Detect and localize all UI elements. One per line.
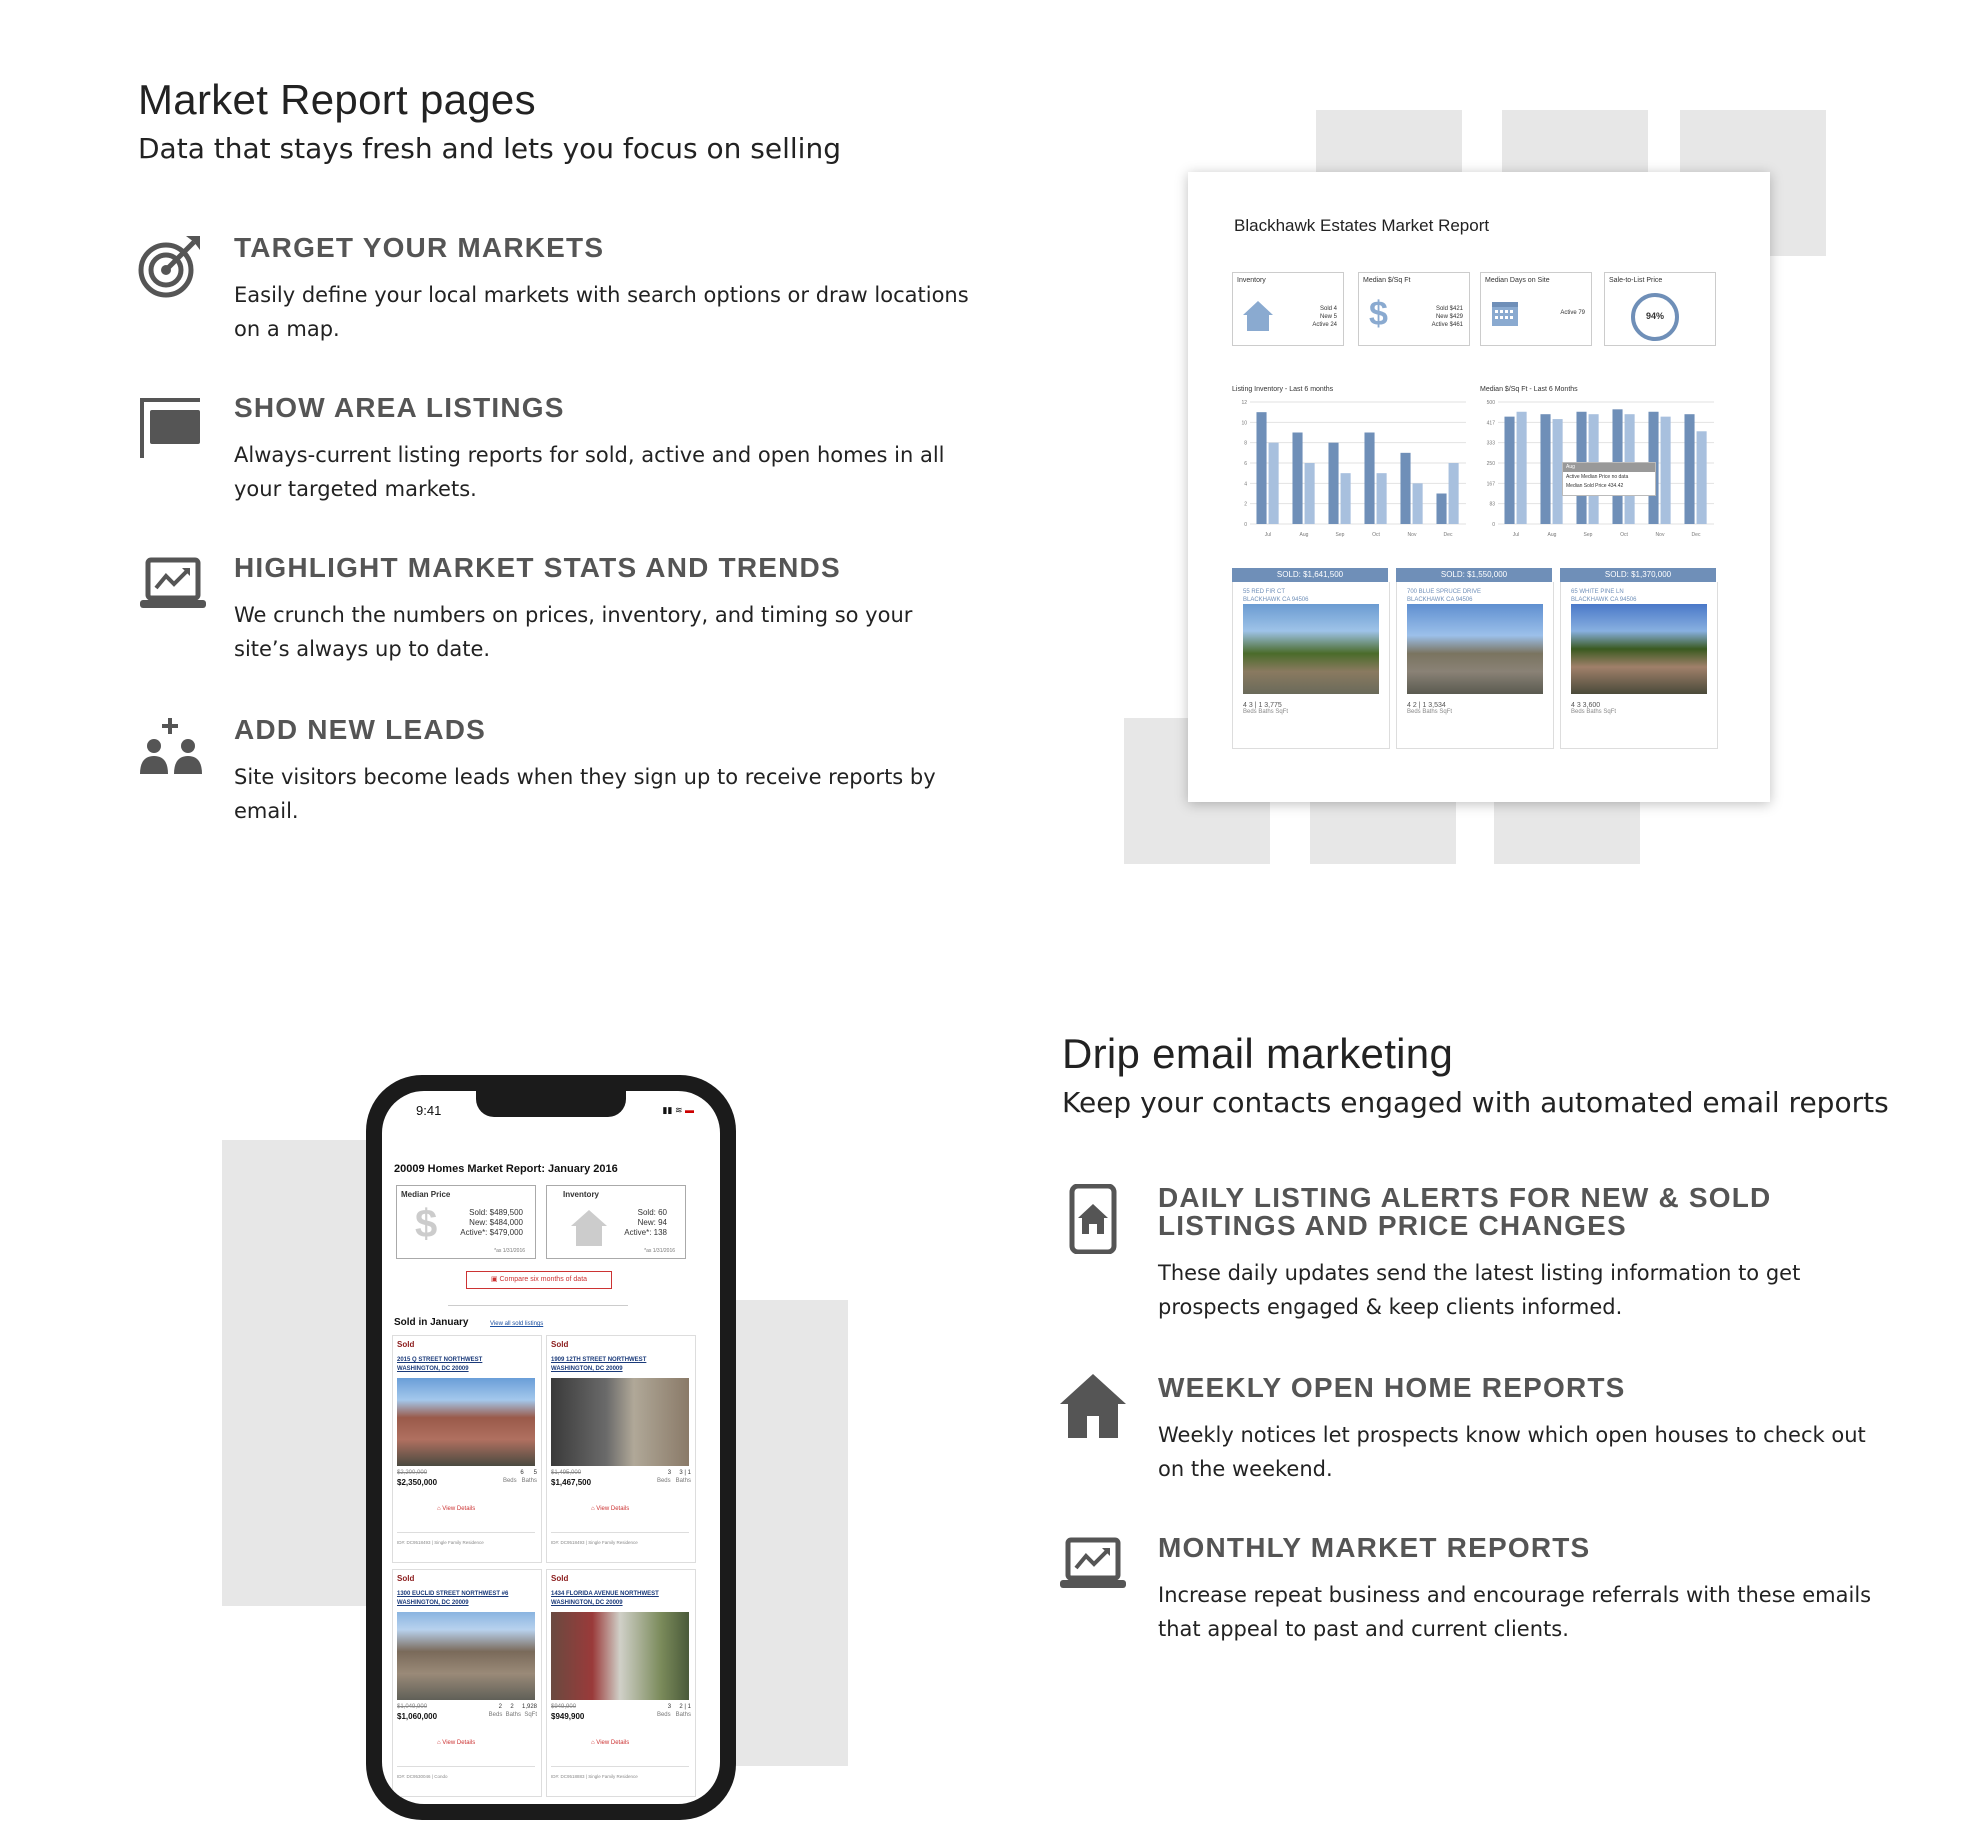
view-details-link[interactable]: ⌂ View Details xyxy=(437,1506,476,1512)
feature-desc: These daily updates send the latest listing information to get prospects engaged & keep clients informed. xyxy=(1158,1261,1801,1319)
house-icon xyxy=(569,1208,609,1248)
feature-title: WEEKLY OPEN HOME REPORTS xyxy=(1158,1372,1626,1403)
listing-specs: 4 3 3,600 Beds Baths SqFt xyxy=(1571,702,1617,715)
listing-spec-units: Beds Baths xyxy=(502,1478,537,1484)
inventory-bar-chart xyxy=(1232,396,1472,540)
feature-title: ADD NEW LEADS xyxy=(234,714,487,745)
listing-photo[interactable] xyxy=(1407,604,1543,694)
chart-label: Median $/Sq Ft - Last 6 Months xyxy=(1480,386,1578,393)
tooltip-row: Median Sold Price 434.42 xyxy=(1566,483,1624,489)
feature-title: TARGET YOUR MARKETS xyxy=(234,232,605,263)
stat-value: Sold: 60 New: 94 Active*: 138 xyxy=(624,1208,667,1237)
feature-desc: We crunch the numbers on prices, inventory, and timing so your site’s always up to date. xyxy=(234,603,913,661)
x-tick-label: Aug xyxy=(1299,532,1309,538)
home-icon: ⌂ xyxy=(591,1740,597,1746)
drip-subtitle: Keep your contacts engaged with automated email reports xyxy=(1062,1086,1889,1119)
target-icon xyxy=(136,232,206,302)
calendar-icon xyxy=(1491,299,1519,327)
listing-address[interactable]: 55 RED FIR CT BLACKHAWK CA 94506 xyxy=(1243,589,1309,603)
y-tick-label: 500 xyxy=(1486,400,1495,406)
bar xyxy=(1256,412,1266,524)
laptop-chart-icon xyxy=(1058,1534,1128,1604)
x-tick-label: Aug xyxy=(1547,532,1557,538)
view-details-link[interactable]: ⌂ View Details xyxy=(437,1740,476,1746)
listing-specs: 6 5 xyxy=(520,1470,537,1476)
x-tick-label: Oct xyxy=(1620,532,1628,538)
listing-id: ID#: DC9530046 | Condo xyxy=(397,1774,448,1779)
stat-median-sqft xyxy=(1358,272,1470,346)
view-details-link[interactable]: ⌂ View Details xyxy=(591,1740,630,1746)
listing-specs: 3 2 | 1 xyxy=(667,1704,691,1710)
y-tick-label: 12 xyxy=(1241,400,1247,406)
bar xyxy=(1305,463,1315,524)
sold-listing-card[interactable] xyxy=(1396,582,1554,749)
stat-label: Median Price xyxy=(401,1190,451,1199)
listing-address[interactable]: 1434 FLORIDA AVENUE NORTHWEST WASHINGTON, DC 20009 xyxy=(551,1591,659,1606)
bar xyxy=(1400,453,1410,524)
stat-label: Median $/Sq Ft xyxy=(1363,277,1411,284)
view-details-link[interactable]: ⌂ View Details xyxy=(591,1506,630,1512)
bar xyxy=(1269,443,1279,524)
listing-id: ID#: DC9518883 | Single Family Residence xyxy=(551,1774,638,1779)
sold-listing-card[interactable] xyxy=(1232,582,1390,749)
original-price: $2,200,000 xyxy=(397,1470,428,1476)
stat-value: Sold: $489,500 New: $484,000 Active*: $479,000 xyxy=(460,1208,523,1237)
original-price: $1,495,000 xyxy=(551,1470,582,1476)
phone-screen xyxy=(382,1091,720,1804)
feature-desc: Easily define your local markets with search options or draw locations on a map. xyxy=(234,283,969,341)
add-people-icon xyxy=(138,716,208,786)
bar xyxy=(1413,483,1423,524)
x-tick-label: Jul xyxy=(1264,532,1272,538)
sold-badge: Sold xyxy=(551,1340,569,1349)
feature-title: MONTHLY MARKET REPORTS xyxy=(1158,1532,1591,1563)
stat-label: Median Days on Site xyxy=(1485,277,1550,284)
listing-id: ID#: DC9518493 | Single Family Residence xyxy=(551,1540,638,1545)
chart-icon: ▣ xyxy=(490,1276,500,1283)
bar xyxy=(1684,414,1694,524)
y-tick-label: 10 xyxy=(1241,420,1247,427)
listing-photo[interactable] xyxy=(1243,604,1379,694)
feature-desc: Always-current listing reports for sold, active and open homes in all your targeted markets. xyxy=(234,443,945,501)
median-price-stat xyxy=(396,1185,536,1259)
view-all-sold-link[interactable]: View all sold listings xyxy=(490,1321,544,1327)
phone-notch xyxy=(476,1091,626,1117)
bar xyxy=(1341,473,1351,524)
y-tick-label: 417 xyxy=(1486,420,1495,427)
bar xyxy=(1540,414,1550,524)
listing-spec-units: Beds Baths SqFt xyxy=(488,1712,537,1718)
divider xyxy=(551,1532,689,1533)
tooltip-title: Aug xyxy=(1563,463,1655,472)
listing-id: ID#: DC9518493 | Single Family Residence xyxy=(397,1540,484,1545)
bar xyxy=(1449,463,1459,524)
home-icon: ⌂ xyxy=(591,1506,597,1512)
sold-price-header: SOLD: $1,641,500 xyxy=(1232,568,1388,582)
tooltip-row: Active Median Price no data xyxy=(1566,474,1629,480)
y-tick-label: 167 xyxy=(1486,481,1495,488)
bar xyxy=(1377,473,1387,524)
divider xyxy=(551,1766,689,1767)
listing-specs: 3 3 | 1 xyxy=(667,1470,691,1476)
bar xyxy=(1697,431,1707,524)
listing-address[interactable]: 2015 Q STREET NORTHWEST WASHINGTON, DC 20009 xyxy=(397,1357,483,1372)
original-price: $1,049,900 xyxy=(397,1704,428,1710)
listing-address[interactable]: 65 WHITE PINE LN BLACKHAWK CA 94506 xyxy=(1571,589,1637,603)
listing-specs: 2 2 1,928 xyxy=(498,1704,537,1710)
report-title: Blackhawk Estates Market Report xyxy=(1234,216,1490,235)
status-icons: ▮▮ ≋ ▬ xyxy=(662,1105,694,1115)
sold-heading: Sold in January xyxy=(394,1317,469,1328)
listing-card[interactable] xyxy=(546,1569,696,1797)
phone-home-icon xyxy=(1058,1184,1128,1254)
listing-card[interactable] xyxy=(546,1335,696,1563)
sold-badge: Sold xyxy=(397,1340,415,1349)
stat-inventory xyxy=(1232,272,1344,346)
stat-label: Inventory xyxy=(1237,277,1266,284)
listing-address[interactable]: 1909 12TH STREET NORTHWEST WASHINGTON, DC 20009 xyxy=(551,1357,647,1372)
original-price: $949,900 xyxy=(551,1704,577,1710)
sold-price-header: SOLD: $1,550,000 xyxy=(1396,568,1552,582)
sold-listing-card[interactable] xyxy=(1560,582,1718,749)
listing-spec-units: Beds Baths xyxy=(656,1712,691,1718)
stat-date: *as 1/31/2016 xyxy=(644,1248,675,1254)
divider xyxy=(397,1766,535,1767)
stat-label: Inventory xyxy=(563,1190,600,1199)
y-tick-label: 8 xyxy=(1244,440,1247,447)
inventory-stat xyxy=(546,1185,686,1259)
market-report-subtitle: Data that stays fresh and lets you focus on selling xyxy=(138,132,841,165)
bar xyxy=(1328,443,1338,524)
bar xyxy=(1364,433,1374,525)
sold-price: $949,900 xyxy=(551,1712,585,1721)
sign-icon xyxy=(138,396,208,466)
phone-email-preview xyxy=(366,1075,736,1820)
listing-specs: 4 3 | 1 3,775 Beds Baths SqFt xyxy=(1243,702,1289,715)
y-tick-label: 4 xyxy=(1244,481,1247,488)
bar xyxy=(1292,433,1302,525)
market-report-preview xyxy=(1188,172,1770,802)
x-tick-label: Nov xyxy=(1407,532,1417,538)
listing-address[interactable]: 700 BLUE SPRUCE DRIVE BLACKHAWK CA 94506 xyxy=(1407,589,1482,603)
dollar-icon: $ xyxy=(1369,295,1388,333)
sold-price-header: SOLD: $1,370,000 xyxy=(1560,568,1716,582)
y-tick-label: 6 xyxy=(1244,461,1247,467)
x-tick-label: Dec xyxy=(1691,532,1701,538)
dollar-icon: $ xyxy=(415,1202,438,1246)
compare-data-button[interactable]: ▣ Compare six months of data xyxy=(466,1271,612,1289)
stat-value: 94% xyxy=(1645,311,1664,321)
stat-days-on-site xyxy=(1480,272,1592,346)
stat-value: Active 79 xyxy=(1560,310,1585,316)
email-title: 20009 Homes Market Report: January 2016 xyxy=(394,1163,618,1175)
listing-card[interactable] xyxy=(392,1335,542,1563)
bar xyxy=(1436,494,1446,525)
y-tick-label: 0 xyxy=(1244,522,1247,528)
feature-title: DAILY LISTING ALERTS FOR NEW & SOLD LISTINGS AND PRICE CHANGES xyxy=(1158,1182,1772,1241)
sold-badge: Sold xyxy=(551,1574,569,1583)
y-tick-label: 83 xyxy=(1489,501,1495,508)
stat-sale-to-list xyxy=(1604,272,1716,346)
listing-spec-units: Beds Baths xyxy=(656,1478,691,1484)
feature-title: SHOW AREA LISTINGS xyxy=(234,392,565,423)
laptop-chart-icon xyxy=(138,554,208,624)
chart-label: Listing Inventory - Last 6 months xyxy=(1232,386,1334,393)
listing-address[interactable]: 1300 EUCLID STREET NORTHWEST #6 WASHINGTON, DC 20009 xyxy=(397,1591,509,1606)
market-report-title: Market Report pages xyxy=(138,76,536,123)
bar xyxy=(1517,412,1527,524)
stat-value: Sold $421 New $429 Active $461 xyxy=(1431,306,1463,328)
y-tick-label: 0 xyxy=(1492,522,1495,528)
y-tick-label: 2 xyxy=(1244,501,1247,508)
listing-photo[interactable] xyxy=(397,1378,535,1466)
chart-tooltip xyxy=(1562,462,1656,496)
drip-title: Drip email marketing xyxy=(1062,1030,1454,1077)
x-tick-label: Sep xyxy=(1335,532,1345,538)
bar xyxy=(1661,417,1671,524)
listing-photo[interactable] xyxy=(1571,604,1707,694)
x-tick-label: Jul xyxy=(1512,532,1520,538)
house-icon xyxy=(1241,299,1275,333)
listing-photo[interactable] xyxy=(551,1612,689,1700)
listing-card[interactable] xyxy=(392,1569,542,1797)
sold-price: $1,467,500 xyxy=(551,1478,592,1487)
feature-title: HIGHLIGHT MARKET STATS AND TRENDS xyxy=(234,552,841,583)
x-tick-label: Sep xyxy=(1583,532,1593,538)
y-tick-label: 333 xyxy=(1486,440,1495,447)
stat-date: *as 1/31/2016 xyxy=(494,1248,525,1254)
x-tick-label: Oct xyxy=(1372,532,1380,538)
stat-label: Sale-to-List Price xyxy=(1609,277,1663,284)
feature-desc: Increase repeat business and encourage referrals with these emails that appeal to past and current clients. xyxy=(1158,1583,1872,1641)
stat-value: Sold 4 New 5 Active 24 xyxy=(1312,306,1337,328)
divider xyxy=(397,1532,535,1533)
listing-photo[interactable] xyxy=(397,1612,535,1700)
phone-time: 9:41 xyxy=(416,1103,442,1118)
sold-price: $2,350,000 xyxy=(397,1478,438,1487)
sold-badge: Sold xyxy=(397,1574,415,1583)
bar xyxy=(1504,417,1514,524)
y-tick-label: 250 xyxy=(1486,461,1495,467)
feature-desc: Weekly notices let prospects know which open houses to check out on the weekend. xyxy=(1158,1423,1866,1481)
listing-photo[interactable] xyxy=(551,1378,689,1466)
x-tick-label: Dec xyxy=(1443,532,1453,538)
x-tick-label: Nov xyxy=(1655,532,1665,538)
home-icon: ⌂ xyxy=(437,1506,443,1512)
divider xyxy=(448,1305,628,1306)
home-icon: ⌂ xyxy=(437,1740,443,1746)
listing-specs: 4 2 | 1 3,534 Beds Baths SqFt xyxy=(1407,702,1453,715)
sold-price: $1,060,000 xyxy=(397,1712,438,1721)
feature-desc: Site visitors become leads when they sign up to receive reports by email. xyxy=(234,765,936,823)
house-icon xyxy=(1058,1372,1128,1442)
